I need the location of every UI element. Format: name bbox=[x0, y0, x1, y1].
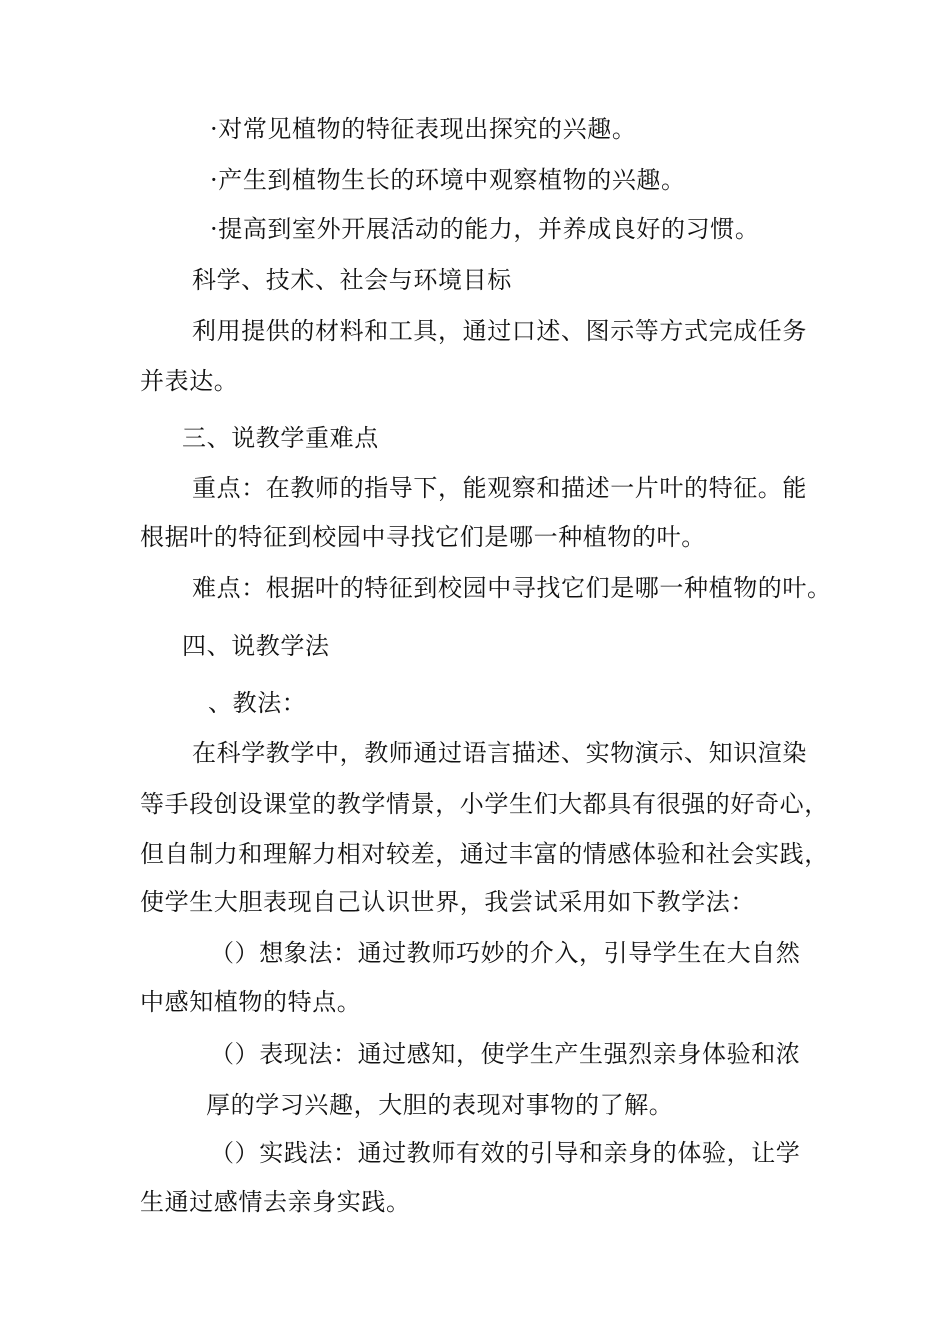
goal-bullet-1: ·对常见植物的特征表现出探究的兴趣。 bbox=[210, 115, 637, 143]
sts-goals-text-line-1: 利用提供的材料和工具，通过口述、图示等方式完成任务 bbox=[192, 317, 807, 345]
method-2-line-2: 厚的学习兴趣，大胆的表现对事物的了解。 bbox=[206, 1091, 674, 1119]
goal-bullet-2: ·产生到植物生长的环境中观察植物的兴趣。 bbox=[210, 166, 686, 194]
difficult-point: 难点：根据叶的特征到校园中寻找它们是哪一种植物的叶。 bbox=[192, 574, 832, 602]
teaching-intro-line-3: 但自制力和理解力相对较差，通过丰富的情感体验和社会实践， bbox=[140, 840, 829, 868]
method-2-line-1: （）表现法：通过感知，使学生产生强烈亲身体验和浓 bbox=[210, 1040, 801, 1068]
sts-goals-heading: 科学、技术、社会与环境目标 bbox=[192, 266, 512, 294]
teaching-method-subheading: 、教法： bbox=[208, 689, 307, 717]
teaching-intro-line-4: 使学生大胆表现自己认识世界，我尝试采用如下教学法： bbox=[140, 888, 755, 916]
key-point-line-2: 根据叶的特征到校园中寻找它们是哪一种植物的叶。 bbox=[140, 523, 706, 551]
section-4-heading: 四、说教学法 bbox=[182, 632, 330, 660]
sts-goals-text-line-2: 并表达。 bbox=[140, 367, 239, 395]
key-point-line-1: 重点：在教师的指导下，能观察和描述一片叶的特征。能 bbox=[192, 474, 807, 502]
goal-bullet-3: ·提高到室外开展活动的能力，并养成良好的习惯。 bbox=[210, 215, 760, 243]
section-3-heading: 三、说教学重难点 bbox=[182, 424, 379, 452]
method-1-line-2: 中感知植物的特点。 bbox=[140, 988, 362, 1016]
method-3-line-2: 生通过感情去亲身实践。 bbox=[140, 1188, 411, 1216]
method-1-line-1: （）想象法：通过教师巧妙的介入，引导学生在大自然 bbox=[210, 939, 801, 967]
teaching-intro-line-1: 在科学教学中，教师通过语言描述、实物演示、知识渲染 bbox=[192, 739, 807, 767]
teaching-intro-line-2: 等手段创设课堂的教学情景，小学生们大都具有很强的好奇心， bbox=[140, 790, 829, 818]
method-3-line-1: （）实践法：通过教师有效的引导和亲身的体验，让学 bbox=[210, 1139, 801, 1167]
